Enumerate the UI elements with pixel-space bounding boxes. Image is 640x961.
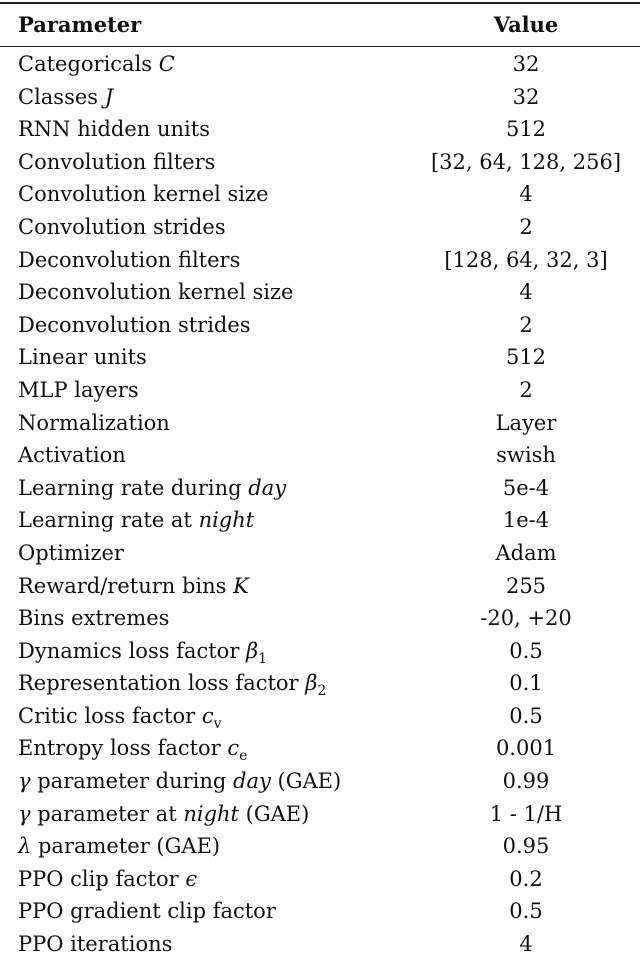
math-symbol: β	[305, 671, 318, 696]
parameter-cell	[18, 602, 169, 635]
table-row	[0, 700, 640, 733]
table-row	[0, 765, 640, 798]
parameter-cell	[18, 407, 170, 440]
value-cell: 32	[512, 52, 540, 76]
value-cell: 32	[512, 84, 540, 109]
table-row	[0, 178, 640, 211]
parameter-text: Deconvolution strides	[18, 312, 251, 337]
math-symbol: c	[201, 703, 214, 728]
parameter-text: PPO gradient clip factor	[18, 899, 276, 924]
parameter-text: parameter during	[30, 769, 234, 794]
math-symbol: c	[227, 736, 240, 761]
parameter-cell	[18, 439, 126, 472]
parameter-cell	[18, 895, 276, 928]
table-row	[0, 732, 640, 765]
parameter-text: MLP layers	[18, 377, 139, 402]
parameter-cell	[18, 113, 210, 146]
parameter-text: Dynamics loss factor	[18, 638, 247, 663]
parameter-text: Critic loss factor	[18, 703, 202, 728]
table-row	[0, 863, 640, 896]
value-cell: [128, 64, 32, 3]	[444, 247, 608, 272]
parameter-cell	[18, 146, 215, 179]
parameter-text: (GAE)	[238, 801, 310, 826]
math-symbol: day	[248, 475, 287, 500]
parameter-text: Convolution filters	[18, 149, 216, 174]
table-row	[0, 309, 640, 342]
value-cell: swish	[496, 443, 556, 468]
table-row	[0, 48, 640, 81]
value-cell: [32, 64, 128, 256]	[430, 149, 622, 174]
parameter-cell	[18, 48, 175, 81]
math-symbol: night	[198, 508, 255, 533]
value-cell: 4	[519, 280, 533, 305]
parameter-text: Reward/return bins	[18, 573, 234, 598]
value-cell: 0.5	[509, 703, 543, 728]
table-row	[0, 928, 640, 961]
table-row	[0, 407, 640, 440]
subscript: 1	[258, 650, 268, 667]
table-row	[0, 146, 640, 179]
parameter-cell	[18, 276, 293, 309]
value-cell: Adam	[495, 540, 557, 565]
parameter-cell	[18, 178, 269, 211]
value-cell: 0.001	[495, 736, 557, 761]
value-cell: 1 - 1/H	[489, 801, 563, 826]
parameter-cell	[18, 309, 251, 342]
table-row	[0, 341, 640, 374]
table-row	[0, 276, 640, 309]
top-rule	[0, 2, 640, 4]
value-cell: 4	[519, 932, 533, 957]
value-cell: 0.2	[509, 866, 543, 891]
math-symbol: day	[233, 769, 271, 794]
parameter-cell	[18, 732, 247, 765]
table-row	[0, 472, 640, 505]
table-row	[0, 635, 640, 668]
parameter-cell	[18, 635, 267, 668]
parameter-text: Convolution strides	[18, 214, 226, 239]
parameter-cell	[18, 700, 222, 733]
parameter-text: Activation	[18, 443, 126, 468]
value-cell: 2	[519, 214, 533, 239]
table-row	[0, 439, 640, 472]
math-symbol: λ	[18, 834, 32, 859]
parameter-text: (GAE)	[270, 769, 342, 794]
parameter-cell	[18, 928, 172, 961]
subscript: v	[213, 716, 222, 733]
value-cell: 2	[519, 312, 533, 337]
table-row	[0, 244, 640, 277]
table-row	[0, 211, 640, 244]
table-row	[0, 667, 640, 700]
parameter-cell	[18, 798, 309, 831]
value-cell: 5e-4	[502, 475, 550, 500]
table-row	[0, 537, 640, 570]
table-row	[0, 374, 640, 407]
parameter-text: parameter (GAE)	[31, 834, 221, 859]
math-symbol: γ	[18, 769, 31, 794]
parameter-cell	[18, 504, 254, 537]
parameter-text: Deconvolution kernel size	[18, 280, 294, 305]
value-cell: 0.1	[509, 671, 543, 696]
value-cell: 4	[519, 182, 533, 207]
parameter-text: Learning rate at	[18, 508, 199, 533]
table-row	[0, 504, 640, 537]
math-symbol: γ	[18, 801, 31, 826]
parameter-text: Classes	[18, 84, 105, 109]
math-symbol: K	[233, 573, 249, 598]
table-row	[0, 895, 640, 928]
parameter-cell	[18, 570, 249, 603]
value-cell: 512	[505, 117, 547, 142]
parameter-text: Optimizer	[18, 540, 124, 565]
value-cell: 0.99	[502, 769, 550, 794]
parameter-text: PPO iterations	[18, 932, 173, 957]
subscript: e	[239, 748, 248, 765]
parameter-text: parameter at	[30, 801, 184, 826]
parameter-cell	[18, 765, 341, 798]
parameter-text: Bins extremes	[18, 606, 170, 631]
value-cell: 0.95	[502, 834, 550, 859]
table-row	[0, 830, 640, 863]
value-cell: Layer	[495, 410, 557, 435]
subscript: 2	[317, 683, 327, 700]
parameter-text: Linear units	[18, 345, 147, 370]
table-row	[0, 602, 640, 635]
value-cell: 0.5	[509, 899, 543, 924]
math-symbol: night	[183, 801, 239, 826]
parameter-cell	[18, 211, 226, 244]
parameter-cell	[18, 667, 326, 700]
parameter-text: Convolution kernel size	[18, 182, 269, 207]
value-cell: 0.5	[509, 638, 543, 663]
table-row	[0, 798, 640, 831]
parameter-cell	[18, 537, 124, 570]
parameter-cell	[18, 863, 197, 896]
value-cell: 255	[505, 573, 547, 598]
parameter-cell	[18, 81, 113, 114]
parameter-cell	[18, 341, 147, 374]
table-row	[0, 570, 640, 603]
math-symbol: ϵ	[185, 866, 198, 891]
parameter-cell	[18, 472, 286, 505]
parameter-cell	[18, 830, 220, 863]
parameter-text: Deconvolution filters	[18, 247, 241, 272]
math-symbol: C	[158, 52, 175, 76]
header-value: Value	[493, 12, 559, 37]
parameter-text: Categoricals	[18, 52, 159, 76]
parameter-text: Representation loss factor	[18, 671, 306, 696]
table-row	[0, 81, 640, 114]
parameter-text: Normalization	[18, 410, 170, 435]
math-symbol: β	[246, 638, 259, 663]
table-row	[0, 113, 640, 146]
value-cell: 1e-4	[502, 508, 550, 533]
parameter-cell	[18, 374, 139, 407]
parameter-text: Learning rate during	[18, 475, 249, 500]
value-cell: 2	[519, 377, 533, 402]
parameter-table-body	[0, 48, 640, 961]
value-cell: 512	[505, 345, 547, 370]
parameter-cell	[18, 244, 240, 277]
parameter-text: PPO clip factor	[18, 866, 186, 891]
value-cell: -20, +20	[480, 606, 572, 631]
parameter-text: RNN hidden units	[18, 117, 210, 142]
parameter-text: Entropy loss factor	[18, 736, 228, 761]
math-symbol: J	[104, 84, 114, 109]
header-parameter: Parameter	[18, 12, 142, 37]
